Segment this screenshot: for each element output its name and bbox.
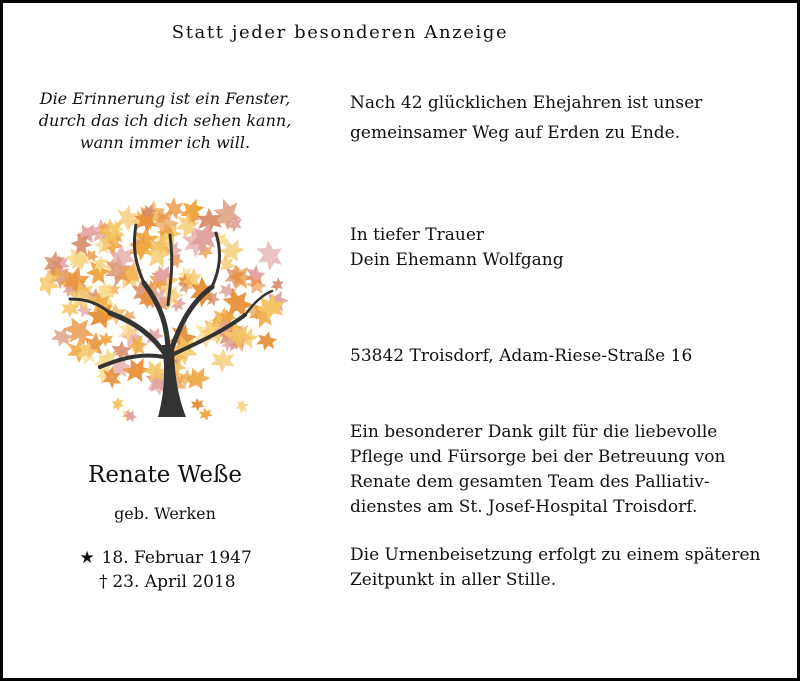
notice-heading: Statt jeder besonderen Anzeige xyxy=(171,22,509,43)
birth-date-line xyxy=(40,546,290,570)
fallen-leaf xyxy=(121,407,139,425)
mourning-line: In tiefer Trauer xyxy=(350,225,485,245)
quote-line: Die Erinnerung ist ein Fenster, xyxy=(39,89,291,108)
autumn-tree-icon xyxy=(40,195,290,425)
thanks-line: dienstes am St. Josef-Hospital Troisdorf. xyxy=(350,497,698,517)
life-dates xyxy=(40,546,290,594)
burial-line: Die Urnenbeisetzung erfolgt zu einem späteren xyxy=(350,545,761,565)
thanks-line: Pflege und Fürsorge bei der Betreuung von xyxy=(350,447,726,467)
thanks-text xyxy=(350,420,790,520)
fallen-leaf xyxy=(198,407,213,422)
fallen-leaf xyxy=(234,398,251,415)
death-date-line xyxy=(40,570,290,594)
quote-line: wann immer ich will. xyxy=(79,133,251,152)
burial-text xyxy=(350,543,790,593)
fallen-leaf xyxy=(109,395,126,412)
star-icon: ★ xyxy=(79,548,95,568)
deceased-name: Renate Weße xyxy=(88,462,242,488)
deceased-birth-name: geb. Werken xyxy=(114,504,216,523)
burial-line: Zeitpunkt in aller Stille. xyxy=(350,570,557,590)
thanks-line: Ein besonderer Dank gilt für die liebevolle xyxy=(350,422,718,442)
mourning-signature xyxy=(350,223,790,273)
leaf xyxy=(228,265,252,289)
memorial-quote xyxy=(30,88,300,154)
fallen-leaf xyxy=(190,397,204,411)
intro-line: Nach 42 glücklichen Ehejahren ist unser xyxy=(350,93,703,113)
intro-line: gemeinsamer Weg auf Erden zu Ende. xyxy=(350,123,681,143)
mourning-line: Dein Ehemann Wolfgang xyxy=(350,250,564,270)
birth-date: 18. Februar 1947 xyxy=(101,548,252,568)
leaf xyxy=(210,348,235,373)
cross-icon: † xyxy=(99,572,108,592)
address: 53842 Troisdorf, Adam-Riese-Straße 16 xyxy=(350,346,693,366)
leaf xyxy=(254,329,278,353)
death-date: 23. April 2018 xyxy=(112,572,236,592)
quote-line: durch das ich dich sehen kann, xyxy=(38,111,292,130)
thanks-line: Renate dem gesamten Team des Palliativ- xyxy=(350,472,710,492)
intro-text xyxy=(350,88,790,148)
